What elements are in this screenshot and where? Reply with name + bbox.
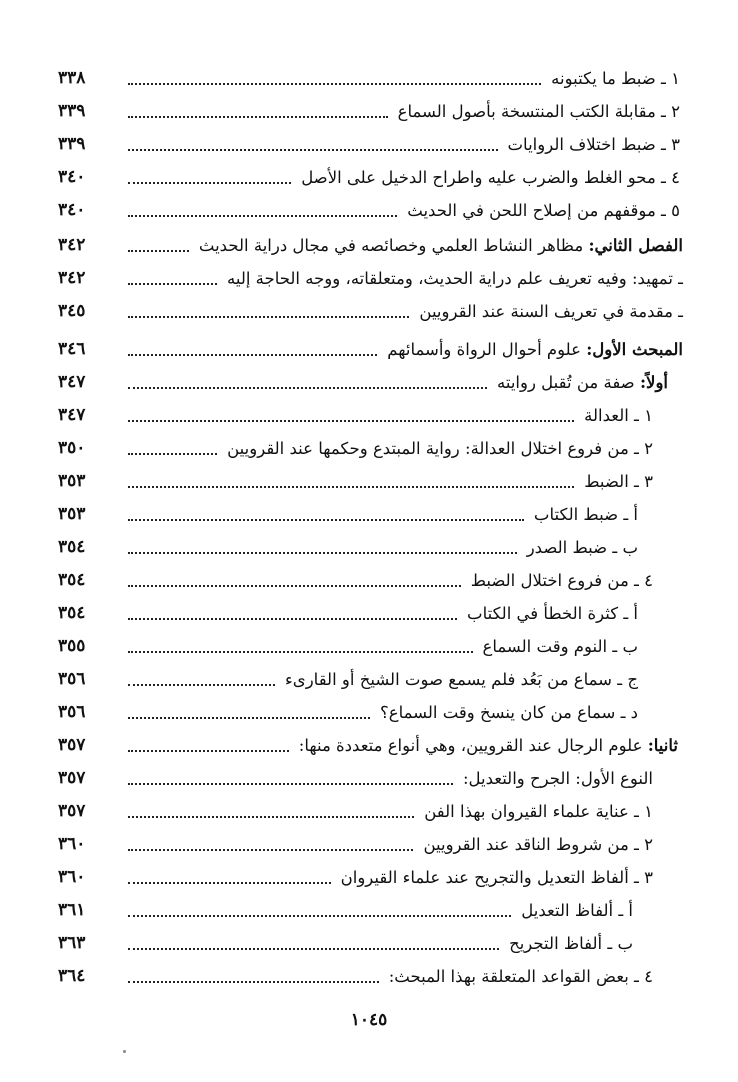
toc-entry-page: ٣٥٥ bbox=[58, 636, 86, 656]
dot-leader bbox=[128, 816, 414, 818]
toc-section-entry bbox=[58, 333, 683, 366]
toc-entry-page: ٣٤٠ bbox=[58, 167, 86, 187]
toc-entry-text: أ ـ كثرة الخطأ في الكتاب bbox=[467, 604, 638, 623]
dot-leader bbox=[128, 585, 461, 587]
toc-entry-page: ٣٥٣ bbox=[58, 504, 86, 524]
toc-entry-text bbox=[497, 366, 668, 399]
dot-leader bbox=[128, 981, 379, 983]
subsection-label: ثانيا: bbox=[647, 736, 678, 755]
toc-entry-page: ٣٦٠ bbox=[58, 834, 86, 854]
dot-leader bbox=[128, 182, 291, 184]
dot-leader bbox=[128, 354, 377, 356]
toc-entry bbox=[58, 194, 680, 227]
table-of-contents bbox=[0, 62, 738, 986]
dot-leader bbox=[128, 849, 413, 851]
toc-entry bbox=[58, 861, 653, 894]
subsection-label: أولاً: bbox=[639, 373, 668, 392]
dot-leader bbox=[128, 948, 499, 950]
toc-entry-text: ٣ ـ ضبط اختلاف الروايات bbox=[507, 135, 680, 154]
toc-entry bbox=[58, 927, 633, 960]
toc-entry-page: ٣٥٠ bbox=[58, 438, 86, 458]
toc-entry bbox=[58, 161, 680, 194]
toc-entry-page: ٣٣٨ bbox=[58, 68, 86, 88]
toc-entry-text: ١ ـ عناية علماء القيروان بهذا الفن bbox=[424, 802, 653, 821]
dot-leader bbox=[128, 149, 498, 151]
toc-entry-text: ٤ ـ بعض القواعد المتعلقة بهذا المبحث: bbox=[388, 967, 653, 986]
toc-entry bbox=[58, 597, 638, 630]
toc-entry-text: ج ـ سماع من بَعُد فلم يسمع صوت الشيخ أو القارىء bbox=[285, 670, 638, 689]
toc-entry bbox=[58, 795, 653, 828]
toc-entry-text bbox=[199, 229, 683, 262]
section-label: المبحث الأول: bbox=[586, 340, 683, 359]
toc-entry-page: ٣٥٧ bbox=[58, 735, 86, 755]
section-title: علوم أحوال الرواة وأسمائهم bbox=[387, 340, 587, 359]
toc-entry-text: ٤ ـ محو الغلط والضرب عليه واطراح الدخيل على الأصل bbox=[301, 168, 680, 187]
dot-leader bbox=[128, 83, 541, 85]
toc-entry-page: ٣٥٧ bbox=[58, 768, 86, 788]
toc-entry-text bbox=[387, 333, 683, 366]
toc-entry-text: ٣ ـ ألفاظ التعديل والتجريح عند علماء القيروان bbox=[340, 868, 653, 887]
dot-leader bbox=[128, 882, 331, 884]
toc-entry-page: ٣٤٦ bbox=[58, 339, 86, 359]
toc-entry-text: ٥ ـ موقفهم من إصلاح اللحن في الحديث bbox=[407, 201, 680, 220]
toc-entry-text: ٢ ـ من شروط الناقد عند القرويين bbox=[423, 835, 653, 854]
toc-entry bbox=[58, 262, 683, 295]
toc-entry-page: ٣٥٧ bbox=[58, 801, 86, 821]
toc-entry-page: ٣٤٢ bbox=[58, 268, 86, 288]
page-number: ١٠٤٥ bbox=[350, 1010, 388, 1030]
toc-entry-text: ٣ ـ الضبط bbox=[584, 472, 653, 491]
dot-leader bbox=[128, 250, 189, 252]
toc-entry-page: ٣٦٤ bbox=[58, 966, 86, 986]
toc-entry-page: ٣٥٣ bbox=[58, 471, 86, 491]
toc-entry bbox=[58, 828, 653, 861]
toc-entry-page: ٣٥٤ bbox=[58, 603, 86, 623]
toc-entry-text: ٢ ـ من فروع اختلال العدالة: رواية المبتدع وحكمها عند القرويين bbox=[227, 439, 653, 458]
toc-entry-page: ٣٤٠ bbox=[58, 200, 86, 220]
toc-entry bbox=[58, 531, 638, 564]
dot-leader bbox=[128, 420, 574, 422]
toc-entry bbox=[58, 762, 653, 795]
toc-entry bbox=[58, 465, 653, 498]
toc-entry-text: ٢ ـ مقابلة الكتب المنتسخة بأصول السماع bbox=[397, 102, 680, 121]
toc-entry-page: ٣٦٣ bbox=[58, 933, 86, 953]
dot-leader bbox=[128, 519, 524, 521]
toc-entry-text: ١ ـ العدالة bbox=[584, 406, 653, 425]
dot-leader bbox=[128, 316, 409, 318]
subsection-title: علوم الرجال عند القرويين، وهي أنواع متعددة منها: bbox=[298, 736, 648, 755]
toc-entry-page: ٣٤٧ bbox=[58, 372, 86, 392]
dot-leader bbox=[128, 651, 473, 653]
dot-leader bbox=[128, 215, 397, 217]
dot-leader bbox=[128, 552, 517, 554]
toc-entry-page: ٣٤٧ bbox=[58, 405, 86, 425]
toc-subsection-entry bbox=[58, 366, 668, 399]
toc-entry bbox=[58, 128, 680, 161]
toc-entry bbox=[58, 894, 633, 927]
toc-entry-text: أ ـ ضبط الكتاب bbox=[533, 505, 638, 524]
toc-entry bbox=[58, 62, 680, 95]
toc-entry-text: ب ـ ألفاظ التجريح bbox=[509, 934, 633, 953]
toc-entry-text bbox=[299, 729, 678, 762]
toc-entry-page: ٣٦١ bbox=[58, 900, 86, 920]
toc-entry bbox=[58, 960, 653, 993]
toc-entry bbox=[58, 630, 638, 663]
toc-entry-text: ـ مقدمة في تعريف السنة عند القرويين bbox=[419, 302, 683, 321]
dot-leader bbox=[128, 116, 388, 118]
toc-entry bbox=[58, 399, 653, 432]
toc-entry-page: ٣٥٦ bbox=[58, 669, 86, 689]
toc-entry-page: ٣٥٤ bbox=[58, 537, 86, 557]
toc-entry-page: ٣٦٠ bbox=[58, 867, 86, 887]
toc-entry-page: ٣٣٩ bbox=[58, 134, 86, 154]
toc-entry bbox=[58, 663, 638, 696]
dot-leader bbox=[128, 283, 217, 285]
toc-entry bbox=[58, 498, 638, 531]
toc-entry bbox=[58, 564, 653, 597]
toc-entry-text: أ ـ ألفاظ التعديل bbox=[521, 901, 633, 920]
dot-leader bbox=[128, 618, 457, 620]
toc-subsection-entry bbox=[58, 729, 678, 762]
toc-entry bbox=[58, 95, 680, 128]
dot-leader bbox=[128, 387, 487, 389]
toc-entry-text: ب ـ النوم وقت السماع bbox=[482, 637, 638, 656]
dot-leader bbox=[128, 684, 275, 686]
dot-leader bbox=[128, 783, 453, 785]
dot-leader bbox=[128, 453, 217, 455]
toc-entry-text: النوع الأول: الجرح والتعديل: bbox=[462, 769, 653, 788]
toc-entry-page: ٣٣٩ bbox=[58, 101, 86, 121]
toc-entry bbox=[58, 295, 683, 328]
toc-entry-text: ١ ـ ضبط ما يكتبونه bbox=[551, 69, 680, 88]
subsection-title: صفة من تُقبل روايته bbox=[497, 373, 640, 392]
chapter-label: الفصل الثاني: bbox=[588, 236, 683, 255]
toc-entry-page: ٣٤٥ bbox=[58, 301, 86, 321]
toc-entry bbox=[58, 432, 653, 465]
dot-leader bbox=[128, 750, 289, 752]
scan-speck bbox=[123, 1050, 126, 1053]
toc-entry-text: ب ـ ضبط الصدر bbox=[526, 538, 638, 557]
dot-leader bbox=[128, 717, 370, 719]
dot-leader bbox=[128, 915, 511, 917]
toc-entry-text: ٤ ـ من فروع اختلال الضبط bbox=[470, 571, 653, 590]
toc-entry-text: ـ تمهيد: وفيه تعريف علم دراية الحديث، ومتعلقاته، ووجه الحاجة إليه bbox=[227, 269, 683, 288]
toc-entry bbox=[58, 696, 638, 729]
toc-entry-text: د ـ سماع من كان ينسخ وقت السماع؟ bbox=[379, 703, 638, 722]
toc-entry-page: ٣٥٤ bbox=[58, 570, 86, 590]
toc-chapter-entry bbox=[58, 229, 683, 262]
toc-entry-page: ٣٤٢ bbox=[58, 235, 86, 255]
toc-entry-page: ٣٥٦ bbox=[58, 702, 86, 722]
dot-leader bbox=[128, 486, 574, 488]
chapter-title: مظاهر النشاط العلمي وخصائصه في مجال دراية الحديث bbox=[198, 236, 589, 255]
